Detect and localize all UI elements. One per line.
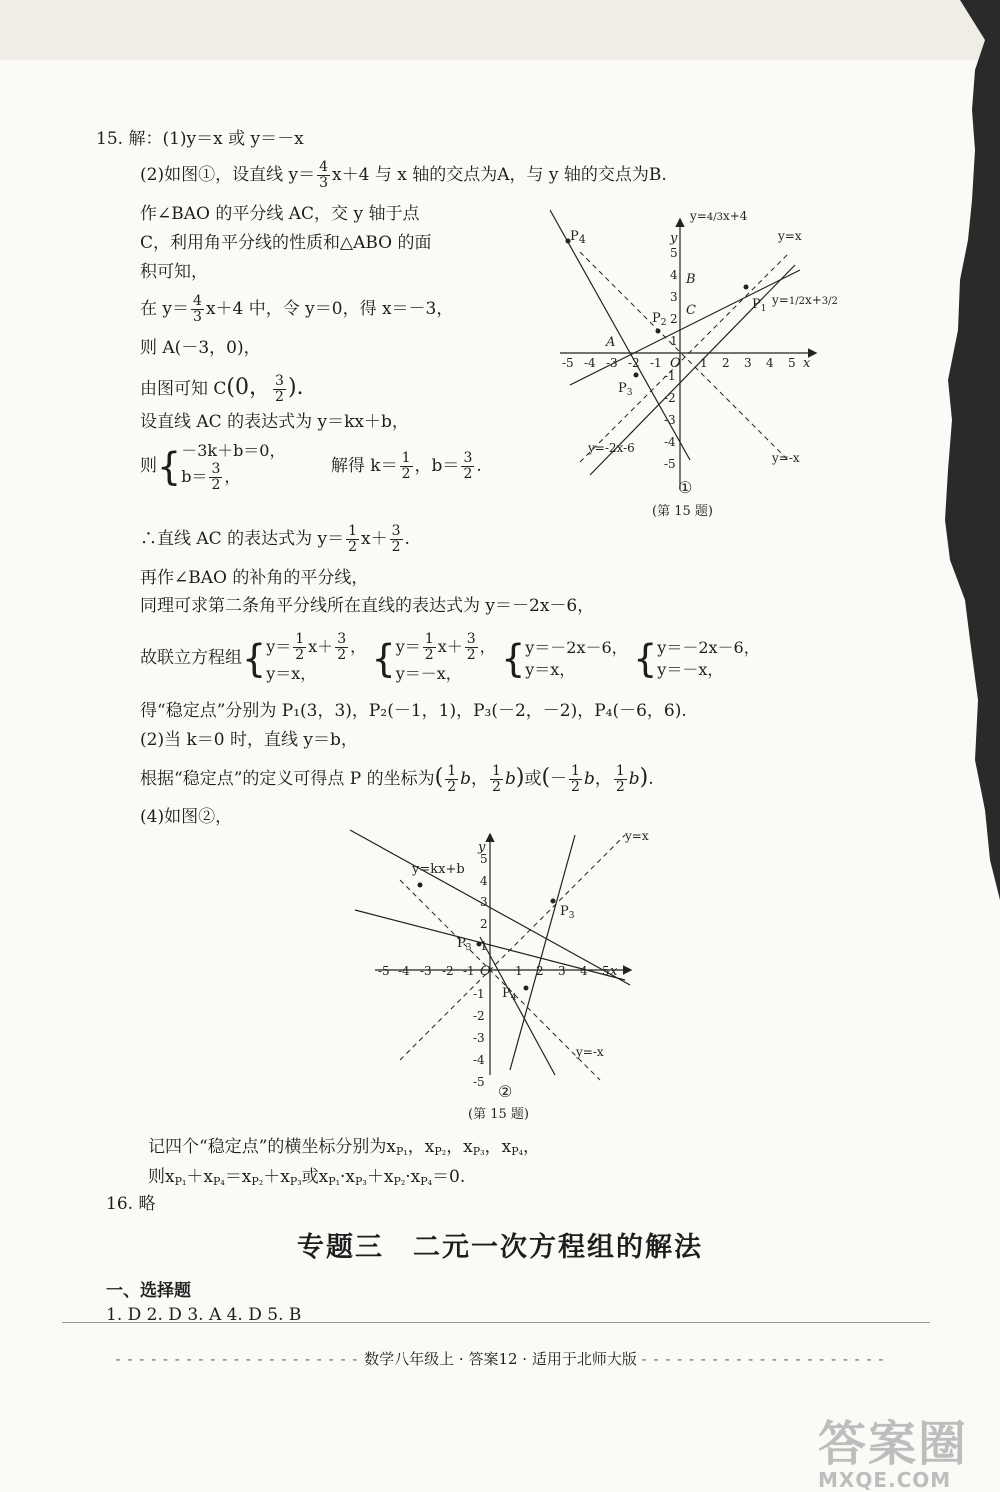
label-P1: $P_1$ xyxy=(752,297,767,314)
label-ac: y=1/2x+3/2 xyxy=(772,293,838,307)
svg-text:-4: -4 xyxy=(398,964,410,978)
text-line: C，利用角平分线的性质和△ABO 的面 xyxy=(140,233,432,253)
text-line: 设直线 AC 的表达式为 y＝kx＋b， xyxy=(140,412,409,432)
text-line: 得“稳定点”分别为 P₁(3，3)，P₂(－1，1)，P₃(－2，－2)，P₄(－6，6). xyxy=(140,701,687,721)
svg-text:-1: -1 xyxy=(473,987,485,1001)
figure-2 xyxy=(340,825,670,1125)
svg-text:4: 4 xyxy=(766,356,774,370)
label-yx: y=x xyxy=(625,829,649,843)
label-ymx: y=-x xyxy=(772,451,800,465)
svg-text:2: 2 xyxy=(670,312,678,326)
text-line: 则 A(－3，0)， xyxy=(140,338,261,358)
label-x: x xyxy=(803,356,811,371)
svg-text:2: 2 xyxy=(480,917,488,931)
label-line-4-3: y=4/3x+4 xyxy=(690,209,748,223)
text-line: 再作∠BAO 的补角的平分线， xyxy=(140,568,369,588)
svg-text:-2: -2 xyxy=(664,391,676,405)
svg-text:1: 1 xyxy=(700,356,708,370)
text-line: 作∠BAO 的平分线 AC，交 y 轴于点 xyxy=(140,204,420,224)
label-y: y xyxy=(478,840,486,855)
svg-text:-4: -4 xyxy=(473,1053,485,1067)
text-line: 由图可知 C(0， $\frac{3}{2}$ ). xyxy=(140,373,304,405)
svg-text:-5: -5 xyxy=(562,356,574,370)
label-P4: $P_4$ xyxy=(570,229,586,246)
q16: 16. 略 xyxy=(106,1194,156,1214)
x-tick-labels xyxy=(378,964,610,978)
text-line: 在 y＝ $\frac{4}{3}$ x＋4 中，令 y＝0，得 x＝－3， xyxy=(140,293,454,325)
text-line: 记四个“稳定点”的横坐标分别为$x_{P_1}$，$x_{P_2}$，$x_{P_3}$，$x_{P_4}$， xyxy=(148,1137,540,1158)
svg-text:2: 2 xyxy=(536,964,544,978)
svg-text:4: 4 xyxy=(580,964,588,978)
svg-text:-1: -1 xyxy=(463,964,475,978)
figure-1-caption: (第 15 题) xyxy=(652,504,713,519)
svg-text:-5: -5 xyxy=(664,457,676,471)
text-line: 积可知， xyxy=(140,262,208,282)
svg-text:3: 3 xyxy=(558,964,566,978)
svg-text:1: 1 xyxy=(515,964,523,978)
svg-text:5: 5 xyxy=(480,852,488,866)
label-P2: $P_2$ xyxy=(652,311,667,328)
figure-1 xyxy=(540,200,840,530)
section-title: 专题三 二元一次方程组的解法 xyxy=(297,1232,703,1263)
text-line: (2)当 k＝0 时，直线 y＝b， xyxy=(140,730,358,750)
text-line: 同理可求第二条角平分线所在直线的表达式为 y＝－2x－6， xyxy=(140,596,595,616)
watermark-logo: 答案圈 MXQE.COM xyxy=(818,1416,969,1492)
svg-text:-3: -3 xyxy=(473,1031,485,1045)
text-line: ∴直线 AC 的表达式为 y＝ $\frac{1}{2}$ x＋ $\frac{3}{2}$ . xyxy=(140,523,410,555)
label-l2: y=-2x-6 xyxy=(588,441,635,455)
svg-text:-3: -3 xyxy=(420,964,432,978)
label-O: O xyxy=(670,356,681,371)
svg-text:-3: -3 xyxy=(606,356,618,370)
svg-text:-3: -3 xyxy=(664,413,676,427)
svg-text:4: 4 xyxy=(670,268,678,282)
sub-title: 一、选择题 xyxy=(106,1281,191,1301)
label-C: C xyxy=(686,303,696,318)
text-line: 则$x_{P_1}+x_{P_4}=x_{P_2}+x_{P_3}$或$x_{P_1}\cdot x_{P_3}+x_{P_2}\cdot x_{P_4}=0$. xyxy=(148,1167,466,1188)
label-P3: $P_3$ xyxy=(618,381,633,398)
label-A: A xyxy=(606,335,616,350)
svg-text:3: 3 xyxy=(670,290,678,304)
label-P3-left: $P_3$ xyxy=(457,936,472,953)
equation-systems: 故联立方程组{y＝ $\frac{1}{2}$ x＋ $\frac{3}{2}$ ， y＝x， {y＝ $\frac{1}{2}$ x＋ $\frac{3}{2}$ ， y＝－x， {y＝－2x－6， y＝x， {y＝－2x－6， y＝－x， xyxy=(140,631,760,683)
footer-divider xyxy=(62,1322,930,1323)
footer: - - - - - - - - - - - - - - - - - - - - - 数学八年级上 · 答案12 · 适用于北师大版 - - - - - - - - - - - - - - - - - - - - - xyxy=(115,1350,885,1368)
label-ymx: y=-x xyxy=(576,1045,604,1059)
svg-text:-4: -4 xyxy=(664,435,676,449)
text-line: (4)如图②， xyxy=(140,807,233,827)
svg-text:-1: -1 xyxy=(664,369,676,383)
label-y: y xyxy=(670,231,678,246)
q15-header: 15. 解：(1)y＝x 或 y＝－x xyxy=(96,129,304,149)
svg-text:2: 2 xyxy=(722,356,730,370)
svg-text:-2: -2 xyxy=(473,1009,485,1023)
svg-text:1: 1 xyxy=(480,939,488,953)
label-ykxb: y=kx+b xyxy=(412,862,465,877)
svg-text:-5: -5 xyxy=(473,1075,485,1089)
label-O: O xyxy=(480,964,491,979)
label-x: x xyxy=(610,964,618,979)
svg-text:-4: -4 xyxy=(584,356,596,370)
answers: 1. D 2. D 3. A 4. D 5. B xyxy=(106,1305,302,1325)
equation-system-1: 则{－3k＋b＝0， b＝ $\frac{3}{2}$ ， 解得 k＝ $\frac{1}{2}$ ，b＝ $\frac{3}{2}$ . xyxy=(140,441,482,493)
svg-text:5: 5 xyxy=(602,964,610,978)
svg-text:-2: -2 xyxy=(442,964,454,978)
svg-text:1: 1 xyxy=(670,334,678,348)
svg-text:-2: -2 xyxy=(628,356,640,370)
figure-2-number: ② xyxy=(498,1082,513,1101)
label-yx: y=x xyxy=(778,229,802,243)
figure-2-caption: (第 15 题) xyxy=(468,1107,529,1122)
svg-text:5: 5 xyxy=(670,246,678,260)
svg-text:5: 5 xyxy=(788,356,796,370)
svg-text:-5: -5 xyxy=(378,964,390,978)
label-B: B xyxy=(686,272,696,287)
figure-1-number: ① xyxy=(678,478,693,497)
svg-text:3: 3 xyxy=(480,895,488,909)
svg-text:-1: -1 xyxy=(650,356,662,370)
svg-text:4: 4 xyxy=(480,874,488,888)
q15-part2-intro: (2)如图①，设直线 y＝ $\frac{4}{3}$ x＋4 与 x 轴的交点为A，与 y 轴的交点为B. xyxy=(140,159,667,191)
text-line: 根据“稳定点”的定义可得点 P 的坐标为( $\frac{1}{2}$ b， $\frac{1}{2}$ b)或(－ $\frac{1}{2}$ b， $\frac{1}{2}$ b). xyxy=(140,763,654,795)
label-P3: $P_3$ xyxy=(560,904,575,921)
svg-text:3: 3 xyxy=(744,356,752,370)
label-P4: $P_4$ xyxy=(502,986,517,1003)
